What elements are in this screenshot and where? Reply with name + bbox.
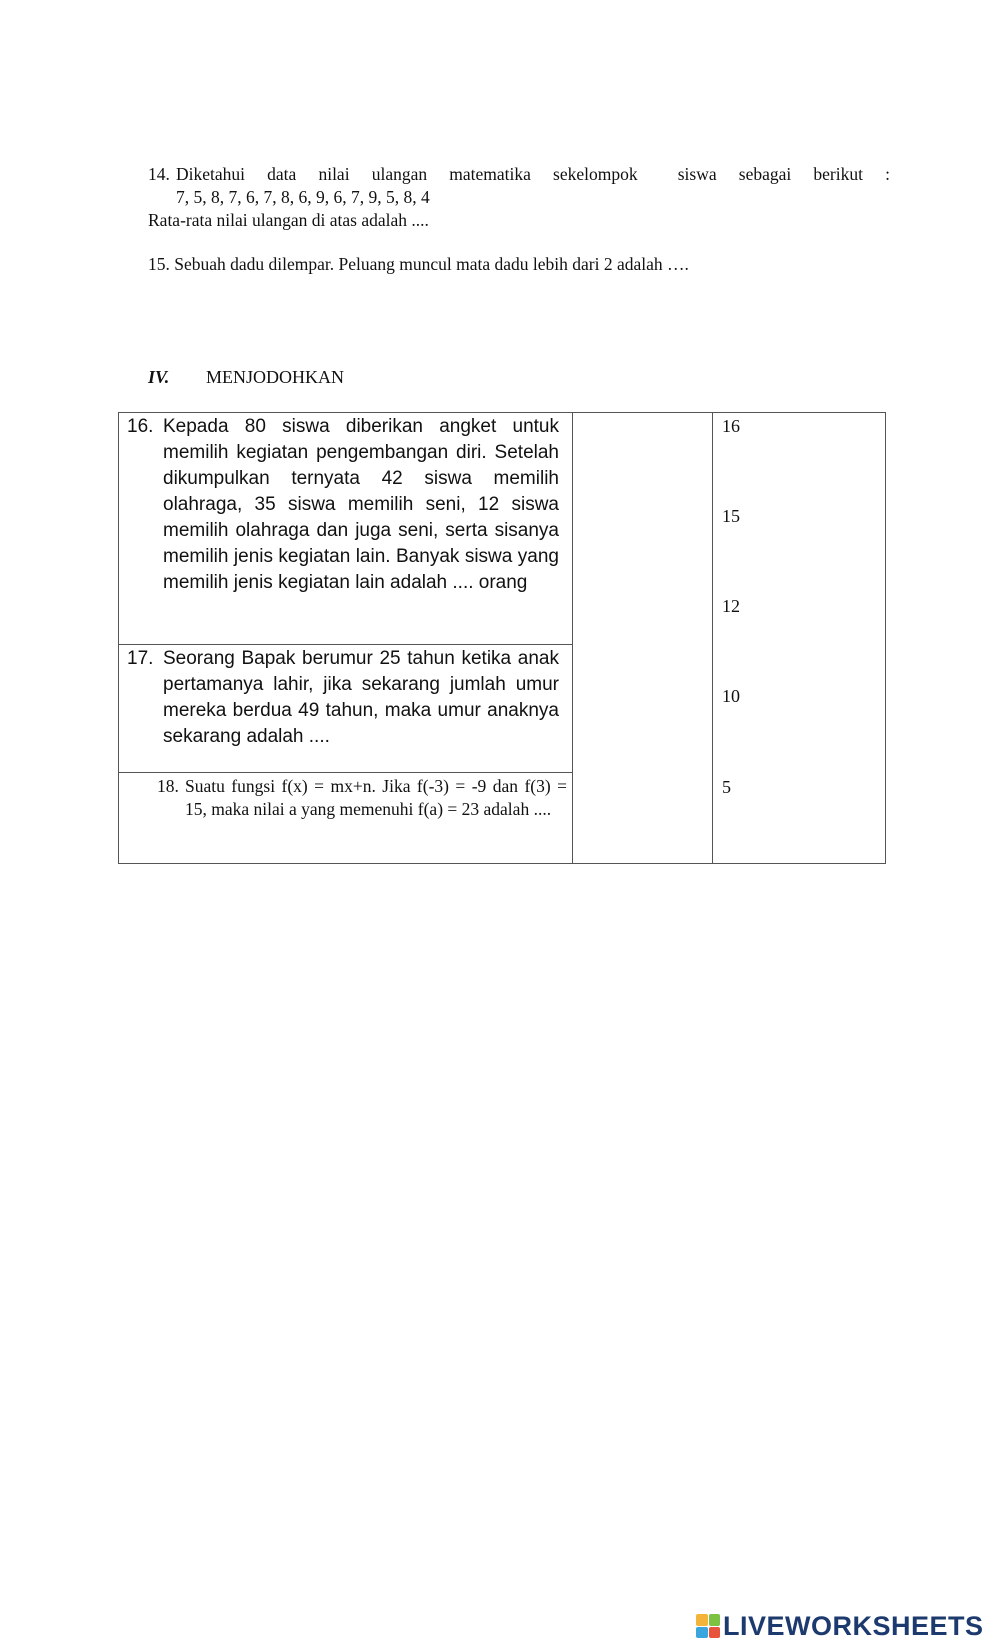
question-14-question: Rata-rata nilai ulangan di atas adalah .... [148,210,429,230]
word: data [267,164,297,184]
matching-question-17 [127,646,559,750]
question-number: 14. [148,164,170,184]
logo-tile [709,1627,721,1639]
question-number: 16. [127,416,154,437]
logo-tile [709,1614,721,1626]
question-number: 18. [157,776,179,796]
brand-name: LIVEWORKSHEETS [723,1611,984,1641]
word: : [885,164,890,184]
section-heading [148,365,344,389]
word: matematika [449,164,531,184]
matching-question-18 [157,775,567,821]
logo-tile [696,1614,708,1626]
column-divider [712,413,713,863]
word: berikut [813,164,863,184]
answer-option[interactable]: 5 [722,777,731,797]
brand-logo [696,1611,984,1641]
column-divider [572,413,573,863]
row-divider [119,772,572,773]
answer-option[interactable]: 15 [722,506,740,526]
logo-tile [696,1627,708,1639]
word: ulangan [371,164,428,184]
matching-question-16 [127,414,559,596]
question-15: 15. Sebuah dadu dilempar. Peluang muncul mata dadu lebih dari 2 adalah …. [148,254,689,274]
answer-option[interactable]: 12 [722,596,740,616]
question-text: Kepada 80 siswa diberikan angket untuk memilih kegiatan pengembangan diri. Setelah dikumpulkan ternyata 42 siswa memilih olahraga, 35 siswa memilih seni, 12 siswa memilih olahraga dan juga seni, serta sisanya memilih jenis kegiatan lain. Banyak siswa yang memilih jenis kegiatan lain adalah .... orang [163,416,559,593]
matching-table [118,412,886,864]
liveworksheets-icon [696,1614,720,1638]
row-divider [119,644,572,645]
question-text: Seorang Bapak berumur 25 tahun ketika anak pertamanya lahir, jika sekarang jumlah umur mereka berdua 49 tahun, maka umur anaknya sekarang adalah .... [163,648,559,747]
word: nilai [318,164,350,184]
question-14-prompt [176,163,890,186]
answer-option[interactable]: 16 [722,416,740,436]
question-14-data: 7, 5, 8, 7, 6, 7, 8, 6, 9, 6, 7, 9, 5, 8, 4 [176,187,430,207]
answer-option[interactable]: 10 [722,686,740,706]
question-text: Suatu fungsi f(x) = mx+n. Jika f(-3) = -9 dan f(3) = 15, maka nilai a yang memenuhi f(a) = 23 adalah .... [185,776,567,819]
question-number: 17. [127,648,154,669]
section-title: MENJODOHKAN [206,367,344,387]
section-number: IV. [148,367,170,387]
word: Diketahui [176,164,246,184]
word: sekelompok [553,164,638,184]
word: sebagai [738,164,792,184]
question-14 [148,163,890,232]
word: siswa [677,164,717,184]
